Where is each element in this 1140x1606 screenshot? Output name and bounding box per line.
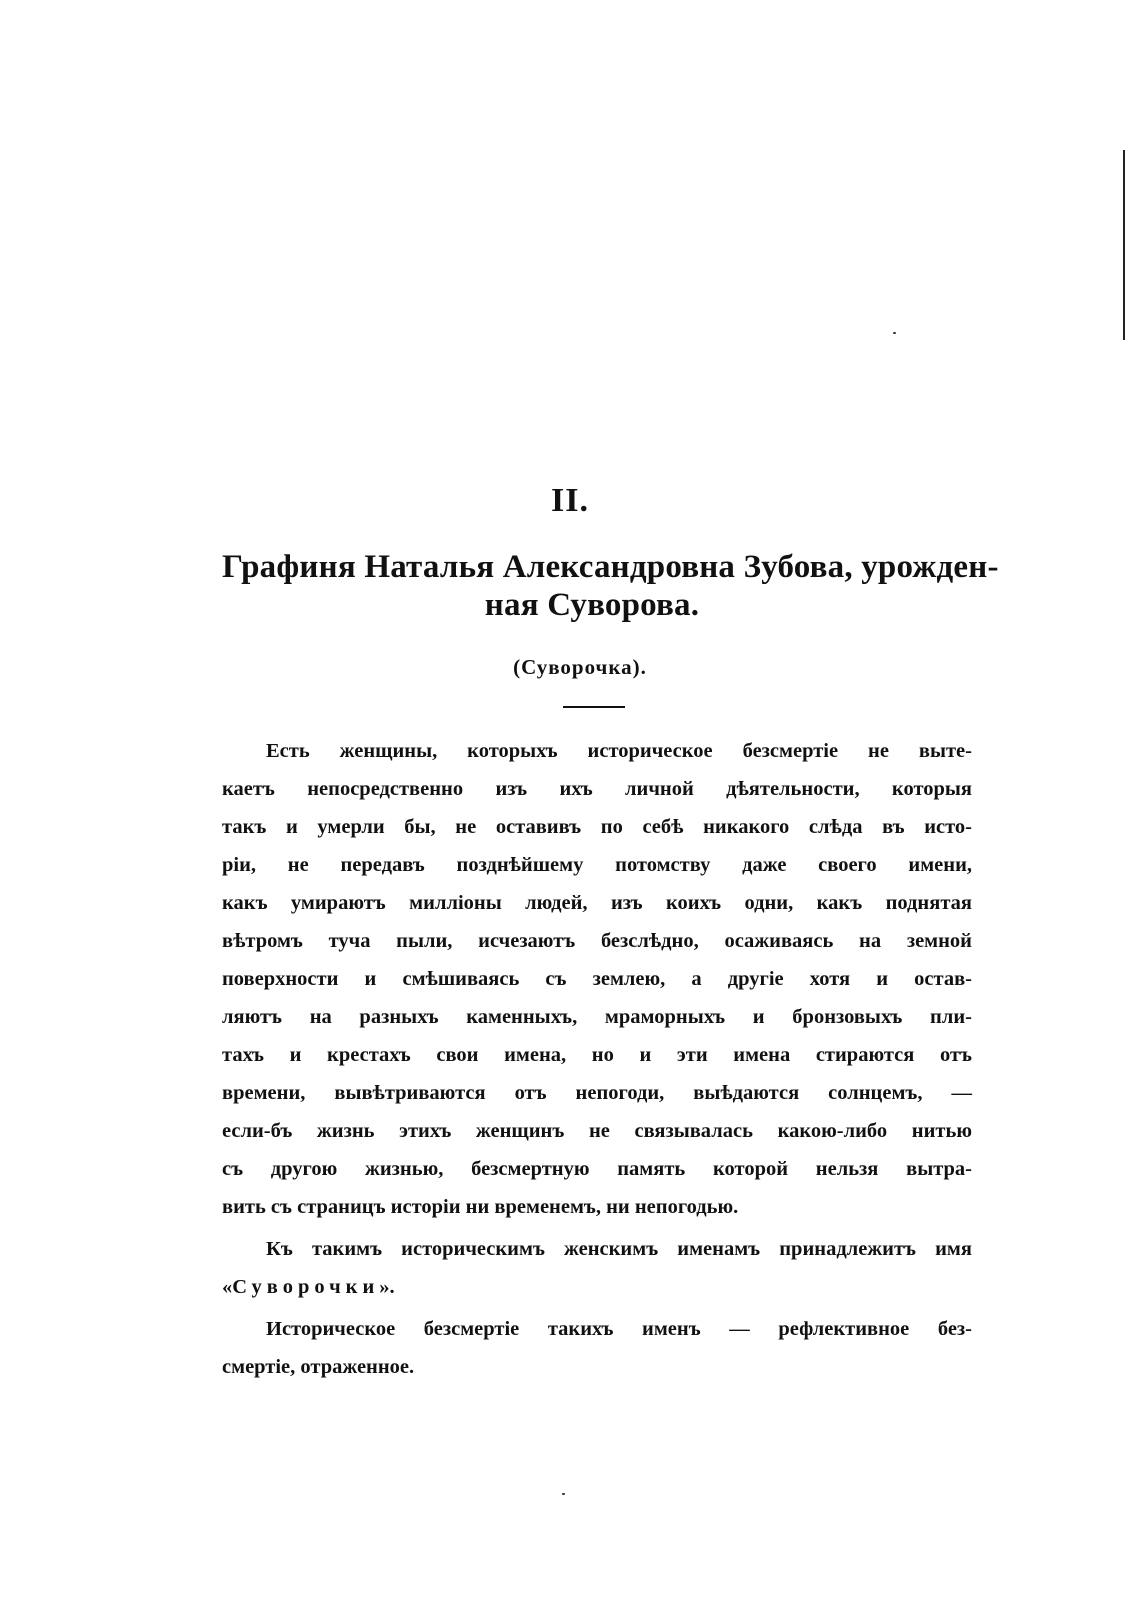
separator-rule	[563, 706, 625, 708]
text-line: если-бъ жизнь этихъ женщинъ не связывалась какою-либо нитью	[222, 1120, 972, 1142]
text-line: вить съ страницъ исторіи ни временемъ, ни непогодью.	[222, 1196, 739, 1218]
text-line: поверхности и смѣшиваясь съ землею, а другіе хотя и остав-	[222, 968, 972, 990]
open-quote: «	[222, 1276, 233, 1298]
text-line: Къ такимъ историческимъ женскимъ именамъ принадлежитъ имя	[266, 1238, 972, 1260]
paragraph-3	[222, 1310, 972, 1386]
body-text	[222, 732, 972, 1386]
text-line: вѣтромъ туча пыли, исчезаютъ безслѣдно, осаживаясь на земной	[222, 930, 972, 952]
suvorochka-name: Суворочки	[232, 1276, 380, 1298]
text-line: какъ умираютъ милліоны людей, изъ коихъ одни, какъ поднятая	[222, 892, 972, 914]
chapter-number: II.	[551, 482, 589, 519]
text-line: Историческое безсмертіе такихъ именъ — рефлективное без-	[266, 1318, 972, 1340]
text-line: такъ и умерли бы, не оставивъ по себѣ никакого слѣда въ исто-	[222, 816, 972, 838]
text-line: времени, вывѣтриваются отъ непогоди, выѣдаются солнцемъ, —	[222, 1082, 972, 1104]
text-line: съ другою жизнью, безсмертную память которой нельзя вытра-	[222, 1158, 972, 1180]
text-line: Есть женщины, которыхъ историческое безсмертіе не выте-	[266, 740, 972, 762]
close-quote: ».	[379, 1276, 395, 1298]
print-speck	[562, 1493, 565, 1495]
chapter-title-line-1: Графиня Наталья Александровна Зубова, урожден-	[222, 549, 999, 585]
print-speck	[893, 332, 896, 334]
page-edge-line	[1123, 150, 1125, 340]
chapter-title-line-2: ная Суворова.	[484, 587, 700, 623]
text-line	[222, 1268, 972, 1306]
paragraph-2	[222, 1230, 972, 1306]
text-line: тахъ и крестахъ свои имена, но и эти имена стираются отъ	[222, 1044, 972, 1066]
chapter-title	[222, 548, 999, 624]
paragraph-1	[222, 732, 972, 1226]
text-line: ріи, не передавъ позднѣйшему потомству даже своего имени,	[222, 854, 972, 876]
text-line: каетъ непосредственно изъ ихъ личной дѣятельности, которыя	[222, 778, 972, 800]
chapter-subtitle: (Суворочка).	[513, 655, 647, 679]
text-line: ляютъ на разныхъ каменныхъ, мраморныхъ и бронзовыхъ пли-	[222, 1006, 972, 1028]
text-line: смертіе, отраженное.	[222, 1356, 415, 1378]
